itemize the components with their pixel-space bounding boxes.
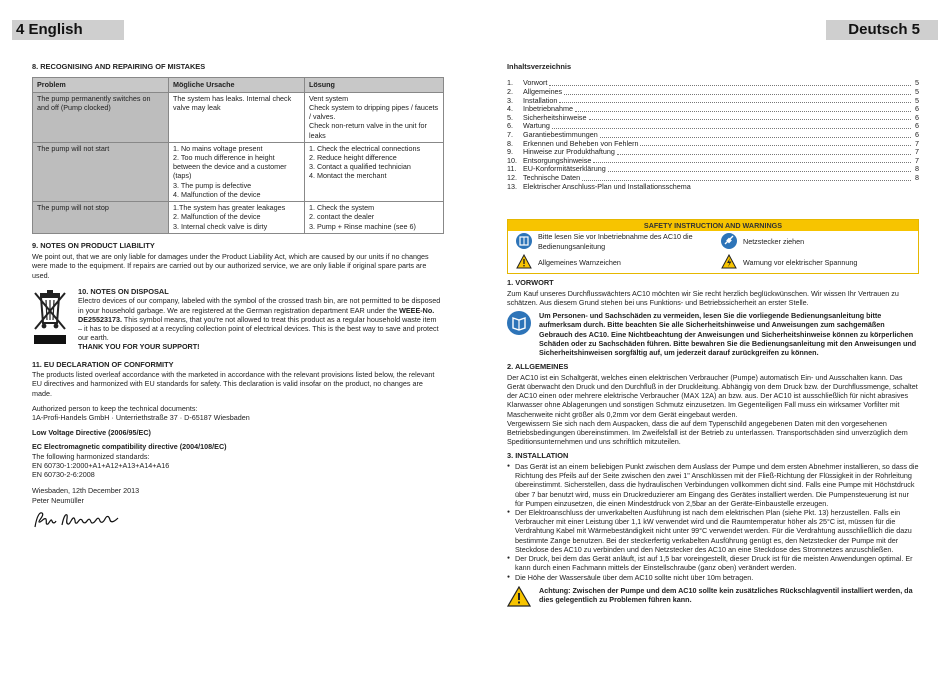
- section-3-title: 3. INSTALLATION: [507, 451, 569, 461]
- toc-number: 13.: [507, 181, 517, 191]
- list-item: ● Der Elektroanschluss der unverkabelten Ausführung ist nach dem elektrischen Plan (siehe Pkt. 13) herzustellen. Falls ein Verbraucher mit einer Leistung über 1,1 kW verwendet wird und die Raumtemperatur höher als 25°C ist, müssen für die Verdrahtung Kabel mit Wärmebeständigkeit nicht unter 99°C verwendet werden. Für die Verdrahtung ausschließlich die dazu bestimmte Zange benutzen. Bei der steckerfertig verkabelten Ausführung genügt es, den Netzstecker der Pumpe mit der Steckdose des AC10 zu verbinden und den Netzstecker des AC10 an eine Steckdose des Stromnetzes anzuschließen.: [507, 508, 919, 554]
- electrical-warning-label: Warnung vor elektrischer Spannung: [743, 258, 858, 268]
- english-column: [32, 62, 442, 533]
- toc-page: 6: [915, 130, 919, 140]
- table-header-row: [33, 78, 444, 92]
- toc-number: 11.: [507, 164, 517, 174]
- toc-number: 12.: [507, 173, 517, 182]
- toc-number: 2.: [507, 87, 513, 97]
- toc-label: Vorwort: [523, 78, 548, 88]
- manual-icon: [507, 311, 533, 337]
- toc-item[interactable]: [507, 183, 919, 192]
- auth-person-label: Authorized person to keep the technical documents:: [32, 403, 198, 413]
- table-cell-problem: The pump will not stop: [33, 202, 169, 234]
- toc-page: 6: [915, 104, 919, 114]
- table-header-solution: Lösung: [305, 78, 444, 92]
- safety-general-warning: [508, 252, 713, 273]
- toc-number: 7.: [507, 130, 513, 140]
- crossed-bin-icon: [32, 287, 74, 352]
- toc-page: 7: [915, 138, 919, 148]
- disposal-thanks: THANK YOU FOR YOUR SUPPORT!: [78, 342, 200, 352]
- safety-box: [507, 219, 919, 274]
- toc-number: 8.: [507, 138, 513, 148]
- toc-number: 1.: [507, 78, 513, 88]
- toc-page: 5: [915, 87, 919, 97]
- solution-line: Check system to dripping pipes / faucets / valves.: [309, 102, 439, 122]
- german-column: [507, 62, 919, 609]
- cause-line: 4. Malfunction of the device: [173, 189, 261, 199]
- table-header-cause: Mögliche Ursache: [169, 78, 305, 92]
- warning-text: Achtung: Zwischen der Pumpe und dem AC10 sollte kein zusätzliches Rückschlagventil installiert werden, da dies gelegentlich zu Problemen führen kann.: [539, 585, 913, 604]
- toc-number: 4.: [507, 104, 513, 114]
- section-1-text: Zum Kauf unseres Durchflusswächters AC10 möchten wir Sie recht herzlich beglückwünschen. Wir wissen Ihr Vertrauen zu schätzen. Aus diesem Grund stehen bei uns Funktions- und Betriebssicherheit an erster Stelle.: [507, 288, 899, 307]
- table-cell-cause: [169, 92, 305, 142]
- safety-read-manual: [508, 231, 713, 252]
- cause-line: 1. No mains voltage present: [173, 143, 263, 153]
- solution-line: 1. Check the system: [309, 203, 375, 213]
- disposal-block: [32, 287, 442, 352]
- cause-line: 2. Malfunction of the device: [173, 212, 261, 222]
- plug-icon: [721, 233, 737, 251]
- section-1-title: 1. VORWORT: [507, 278, 554, 288]
- table-header-problem: Problem: [33, 78, 169, 92]
- toc-item[interactable]: [507, 79, 919, 88]
- table-cell-solution: [305, 92, 444, 142]
- section-9-text: We point out, that we are only liable for damages under the Product Liability Act, which are caused by our units if no changes were made to the equipment. If repairs are carried out by our authorized service, we are only liable if original spare parts are used.: [32, 252, 429, 280]
- weee-number: WEEE-No. DE25523173.: [78, 305, 435, 324]
- cause-line: 1.The system has greater leakages: [173, 203, 286, 213]
- toc-page: 7: [915, 155, 919, 165]
- unplug-label: Netzstecker ziehen: [743, 237, 805, 247]
- toc-label: Garantiebestimmungen: [523, 130, 598, 140]
- high-voltage-icon: [721, 254, 737, 271]
- signer-name: Peter Neumüller: [32, 495, 84, 505]
- disposal-text-a: Electro devices of our company, labeled with the symbol of the crossed trash bin, are not permitted to be disposed in your household garbage. We are registered at the German registration department EAR under the: [78, 296, 441, 315]
- toc-number: 3.: [507, 95, 513, 105]
- cause-line: The system has leaks. Internal check valve may leak: [173, 93, 292, 112]
- section-2-text-a: Der AC10 ist ein Schaltgerät, welches einen elektrischen Verbraucher (Pumpe) automatisch Ein- und Ausschalten kann. Das Gerät überwacht den Druck und den Durchfluß in der Druckleitung. Abhängig von dem Druck bzw. der Durchflussmenge, schaltet der AC10 einen oder mehrere elektrische Verbraucher (MAX 12A) an bzw. aus. Der AC10 ist ausschließlich für nicht abrasives Klarwasser ohne Ablagerungen und sonstigen Schmutz einzusetzen. Im Gegenteiligen Fall muss ein wirksamer Vorfilter mit Maschenweite nicht größer als 0,2mm vor dem Gerät eingebaut werden.: [507, 372, 918, 419]
- toc-page: 7: [915, 147, 919, 157]
- toc-item[interactable]: [507, 114, 919, 123]
- installation-warning: [507, 586, 919, 609]
- warning-icon: [516, 254, 532, 271]
- toc-page: 8: [915, 164, 919, 174]
- table-cell-problem: The pump will not start: [33, 142, 169, 201]
- section-11-title: 11. EU DECLARATION OF CONFORMITY: [32, 359, 174, 369]
- solution-line: 1. Check the electrical connections: [309, 143, 421, 153]
- section-10-title: 10. NOTES ON DISPOSAL: [78, 286, 169, 296]
- solution-line: 2. Reduce height difference: [309, 153, 397, 162]
- solution-line: Check non-return valve in the unit for leaks: [309, 121, 427, 140]
- toc-label: Wartung: [523, 121, 550, 131]
- section-9-title: 9. NOTES ON PRODUCT LIABILITY: [32, 240, 155, 250]
- page-number-left: 4 English: [12, 20, 124, 40]
- toc-number: 6.: [507, 121, 513, 131]
- toc-item[interactable]: [507, 88, 919, 97]
- page-number-right: Deutsch 5: [826, 20, 938, 40]
- signature: [32, 509, 442, 533]
- solution-line: 3. Pump + Rinse machine (see 6): [309, 221, 416, 231]
- solution-line: Vent system: [309, 93, 349, 103]
- table-row: [33, 202, 444, 234]
- standards-intro: The following harmonized standards:: [32, 451, 150, 461]
- disposal-text-b: This symbol means, that you're not allowed to treat this product as a regular household waste item – it has to be disposed at a recycling collection point of electrical devices. This is the best way to save and protect our earth.: [78, 314, 439, 343]
- toc-page: 5: [915, 95, 919, 105]
- table-cell-cause: [169, 202, 305, 234]
- list-item: ● Der Druck, bei dem das Gerät anläuft, ist auf 1,5 bar voreingestellt, dieser Druck ist für die meisten Anwendungen optimal. Er kann durch einen Fachmann mittels der Einstellschraube (ganz oben) verändert werden.: [507, 554, 919, 572]
- company-address: 1A-Profi-Handels GmbH · Unterriethstraße 37 · D-65187 Wiesbaden: [32, 413, 250, 422]
- section-8-title: 8. RECOGNISING AND REPAIRING OF MISTAKES: [32, 62, 206, 71]
- notice-text: Um Personen- und Sachschäden zu vermeiden, lesen Sie die vorliegende Bedienungsanleitung bitte aufmerksam durch. Bitte beachten Sie alle Sicherheitshinweise und Anweisungen zum sachgemäßen Gebrauch des AC10. Eine Nichtbeachtung der Anweisungen und Sicherheitshinweise können zu körperlichen Schäden oder zu Sachschäden führen. Bitte bewahren Sie die Bedienungsanleitung mit den Anweisungen und Sicherheitshinweisen sorgfältig auf, um jederzeit darauf zurückgreifen zu können.: [539, 311, 917, 357]
- standard-1: EN 60730-1:2000+A1+A12+A13+A14+A16: [32, 460, 170, 470]
- toc-label: Erkennen und Beheben von Fehlern: [523, 138, 639, 148]
- solution-line: 4. Montact the merchant: [309, 171, 387, 181]
- toc-page: 6: [915, 121, 919, 131]
- solution-line: 2. contact the dealer: [309, 212, 375, 222]
- read-manual-notice: [507, 311, 919, 357]
- toc-label: Installation: [523, 95, 558, 105]
- section-2-title: 2. ALLGEMEINES: [507, 362, 569, 372]
- general-warning-label: Allgemeines Warnzeichen: [538, 258, 621, 268]
- section-10-text: [78, 296, 442, 342]
- cause-line: 2. Too much difference in height between the device and a customer (taps): [173, 153, 287, 181]
- place-date: Wiesbaden, 12th December 2013: [32, 486, 140, 496]
- cause-line: 3. The pump is defective: [173, 180, 252, 190]
- cause-line: 3. Internal check valve is dirty: [173, 221, 268, 231]
- list-item: ● Die Höhe der Wassersäule über dem AC10 sollte nicht über 10m betragen.: [507, 573, 919, 582]
- toc-page: 5: [915, 78, 919, 88]
- emc-directive: EC Electromagnetic compatibility directive (2004/108/EC): [32, 442, 227, 452]
- table-cell-cause: [169, 142, 305, 201]
- toc-label: Elektrischer Anschluss-Plan und Installationsschema: [523, 181, 691, 191]
- table-cell-solution: [305, 202, 444, 234]
- toc-number: 10.: [507, 155, 517, 165]
- table-of-contents: [507, 79, 919, 191]
- safety-title: SAFETY INSTRUCTION AND WARNINGS: [508, 220, 918, 231]
- safety-unplug: [713, 231, 918, 252]
- section-2-text-b: Vergewissern Sie sich nach dem Auspacken, dass die auf dem Typenschild angegebenen Daten mit den vorgesehenen Betriebsbedingungen übereinstimmen. Im Zweifelsfall ist der Betrieb zu unterlassen. Transportschäden sind unverzüglich dem Speditionsunternehmen und uns schriftlich mitzuteilen.: [507, 418, 908, 447]
- toc-number: 5.: [507, 112, 513, 122]
- read-manual-label: Bitte lesen Sie vor Inbetriebnahme des AC10 die Bedienungsanleitung: [538, 232, 693, 251]
- toc-label: EU-Konformitätserklärung: [523, 164, 606, 174]
- toc-label: Technische Daten: [523, 173, 581, 182]
- table-row: [33, 142, 444, 201]
- warning-icon: [507, 586, 533, 609]
- toc-page: 8: [915, 173, 919, 182]
- toc-title: Inhaltsverzeichnis: [507, 62, 572, 71]
- toc-label: Sicherheitshinweise: [523, 112, 587, 122]
- toc-label: Inbetriebnahme: [523, 104, 573, 114]
- section-11-text: The products listed overleaf accordance with the marketed in accordance with the relevant provisions listed below, the relevant EU directives and harmonized with EU standards for safety. This declaration is valid insofar on the product, no changes are made.: [32, 370, 435, 398]
- table-row: [33, 92, 444, 142]
- toc-page: 6: [915, 112, 919, 122]
- toc-label: Hinweise zur Produkthaftung: [523, 147, 615, 157]
- safety-electrical-warning: [713, 252, 918, 273]
- manual-icon: [516, 233, 532, 251]
- list-item: ● Das Gerät ist an einem beliebigen Punkt zwischen dem Auslass der Pumpe und dem ersten Abnehmer installieren, so dass die Richtung des Pfeils auf der Seite zwischen den zwei 1" Anschlüssen mit der Fließ-Richtung der Flüssigkeit in der Rohrleitung übereinstimmt. Sicherstellen, dass die hydraulischen Verbindungen vollkommen dicht sind. Falls eine Pumpe mit Höchstdruck über 7 bar benutzt wird, muss ein Druckreduzierer am Eingang des Gerätes installiert werden. Die Pumpensteuerung ist nur für Pumpen einzusetzen, die einen Mindestdruck von 2,5bar an der Geräte-Einbaustelle erzeugen.: [507, 462, 919, 508]
- table-cell-solution: [305, 142, 444, 201]
- standard-2: EN 60730-2-6:2008: [32, 470, 95, 480]
- installation-list: [507, 462, 919, 582]
- low-voltage-directive: Low Voltage Directive (2006/95/EC): [32, 428, 151, 438]
- troubleshooting-table: [32, 77, 444, 233]
- table-cell-problem: The pump permanently switches on and off (Pump clocked): [33, 92, 169, 142]
- toc-label: Allgemeines: [523, 87, 563, 97]
- toc-number: 9.: [507, 147, 513, 157]
- toc-label: Entsorgungshinweise: [523, 155, 592, 165]
- solution-line: 3. Contact a qualified technician: [309, 162, 411, 172]
